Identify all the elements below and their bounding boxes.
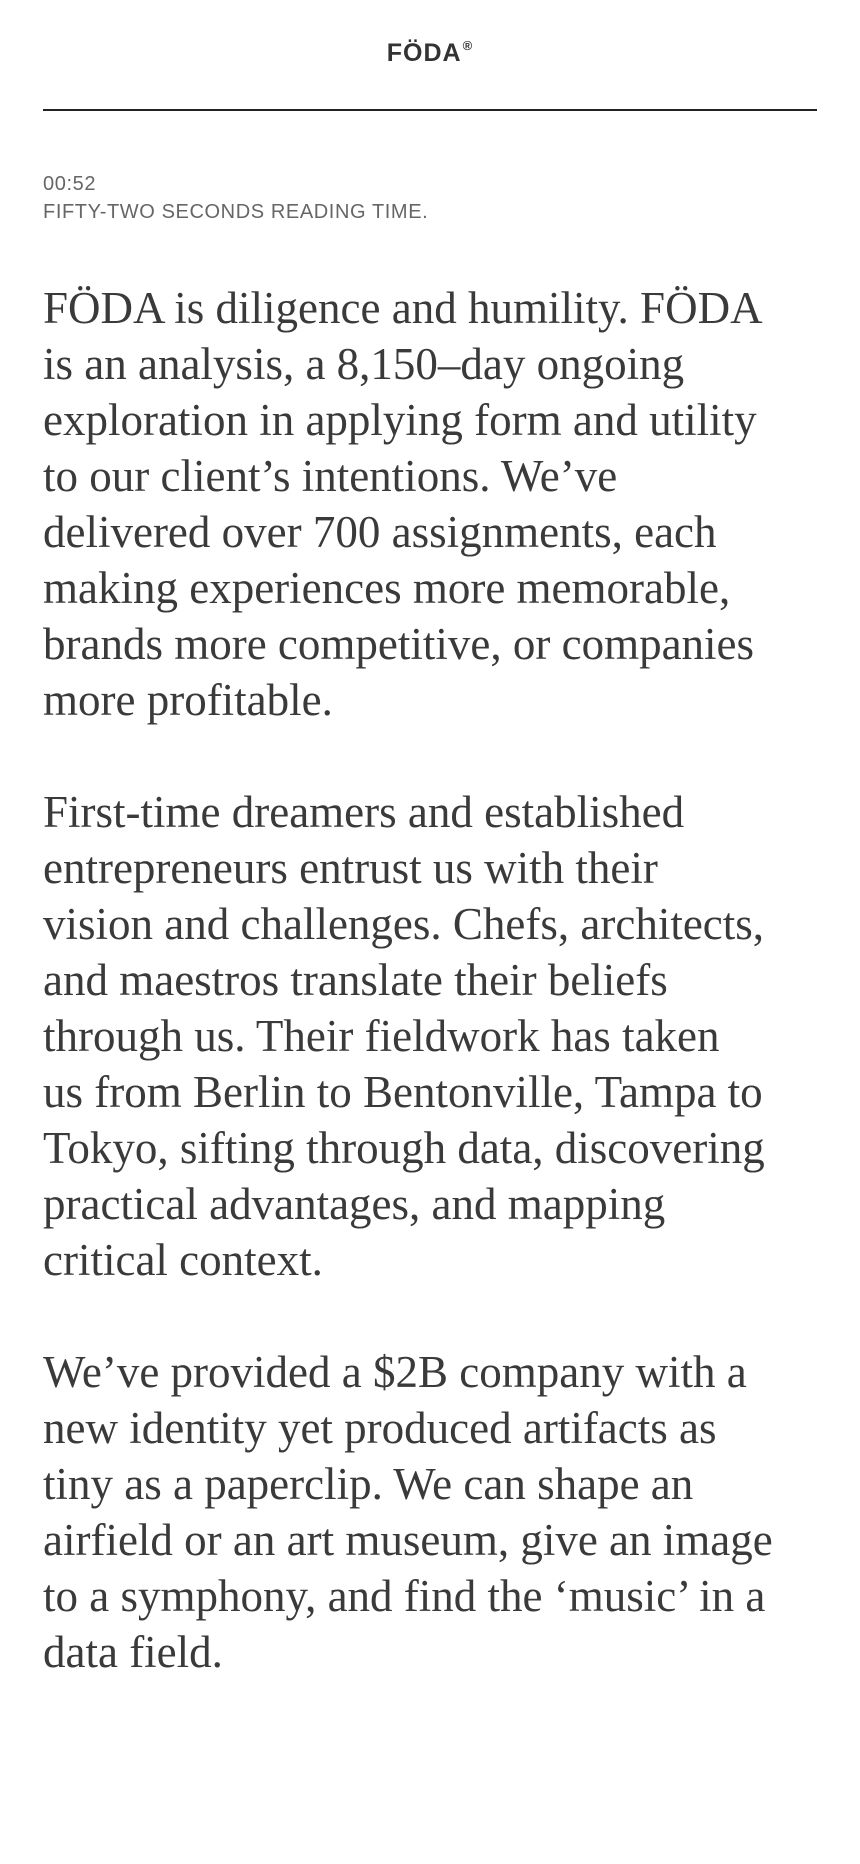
paragraph-range: We’ve provided a $2B company with a new identity yet produced artifacts as tiny as a paperclip. We can shape an airfield or an art museum, give an image to a symphony, and find the ‘music’ in a data field. bbox=[43, 1347, 773, 1677]
paragraph-intro: FÖDA is diligence and humility. FÖDA is an analysis, a 8,150–day ongoing exploration in applying form and utility to our client’s intentions. We’ve delivered over 700 assignments, each making experiences more memorable, brands more competitive, or companies more profitable. bbox=[43, 283, 763, 725]
article-body bbox=[43, 280, 823, 1736]
reading-meta bbox=[43, 172, 428, 224]
reading-time-label: FIFTY-TWO SECONDS READING TIME. bbox=[43, 201, 429, 223]
site-header bbox=[43, 0, 817, 111]
paragraph-clients: First-time dreamers and established entrepreneurs entrust us with their vision and challenges. Chefs, architects, and maestros translate their beliefs through us. Their fieldwork has taken us from Berlin to Bentonville, Tampa to Tokyo, sifting through data, discovering practical advantages, and mapping critical context. bbox=[43, 787, 765, 1285]
registered-mark: ® bbox=[462, 38, 474, 53]
logo-text: FÖDA bbox=[386, 39, 462, 67]
foda-logo[interactable] bbox=[43, 38, 817, 68]
reading-time: 00:52 bbox=[43, 173, 97, 195]
